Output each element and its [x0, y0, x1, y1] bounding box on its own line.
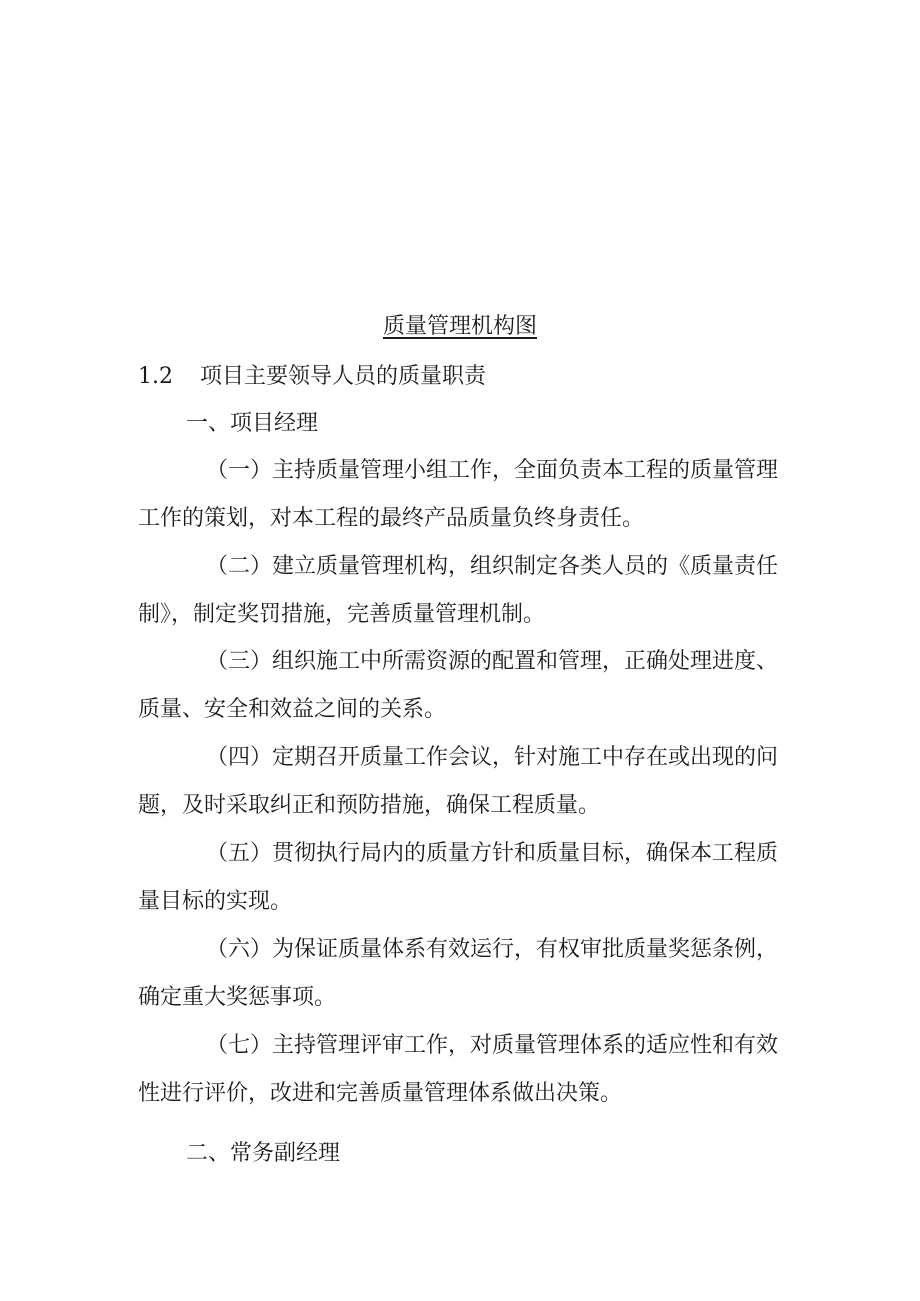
duty-paragraph-4: （四）定期召开质量工作会议，针对施工中存在或出现的问题，及时采取纠正和预防措施，确保工程质量。: [138, 745, 779, 818]
section-title: 项目主要领导人员的质量职责: [200, 364, 487, 389]
section-heading: [138, 362, 486, 392]
duty-paragraph-5: （五）贯彻执行局内的质量方针和质量目标，确保本工程质量目标的实现。: [138, 841, 779, 914]
duty-paragraph-6: （六）为保证质量体系有效运行，有权审批质量奖惩条例，确定重大奖惩事项。: [138, 937, 779, 1010]
figure-caption: 质量管理机构图: [382, 314, 537, 339]
role-heading-project-manager: 一、项目经理: [186, 411, 319, 436]
duty-paragraph-1: （一）主持质量管理小组工作，全面负责本工程的质量管理工作的策划，对本工程的最终产品质量负终身责任。: [138, 458, 779, 531]
role-heading-executive-deputy-manager: 二、常务副经理: [186, 1141, 341, 1166]
duty-paragraph-7: （七）主持管理评审工作，对质量管理体系的适应性和有效性进行评价，改进和完善质量管理体系做出决策。: [138, 1033, 779, 1106]
duty-paragraph-2: （二）建立质量管理机构，组织制定各类人员的《质量责任制》，制定奖罚措施，完善质量管理机制。: [138, 554, 779, 627]
duty-paragraph-3: （三）组织施工中所需资源的配置和管理，正确处理进度、质量、安全和效益之间的关系。: [138, 649, 779, 722]
section-number: 1.2: [138, 364, 173, 389]
